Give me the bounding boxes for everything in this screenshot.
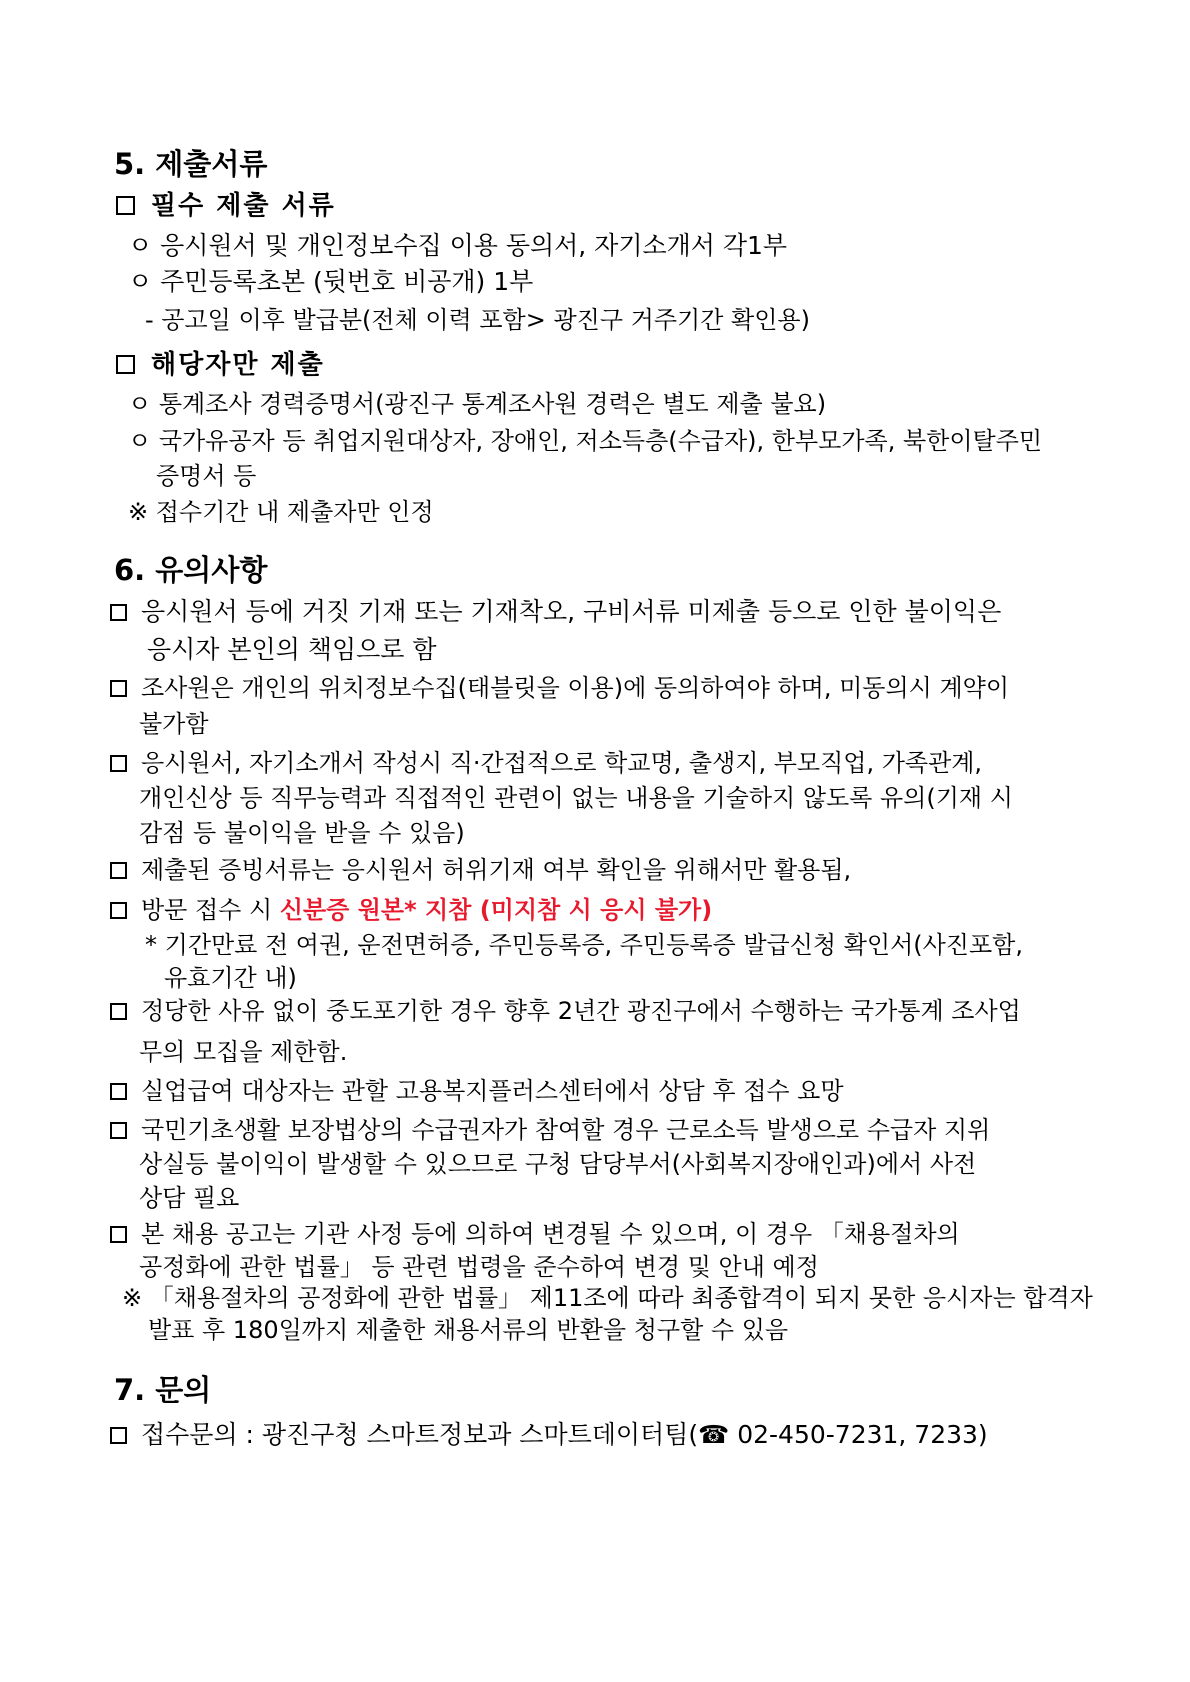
- notice-note-cont: 발표 후 180일까지 제출한 채용서류의 반환을 청구할 수 있음: [148, 1316, 789, 1344]
- notice-item: 실업급여 대상자는 관할 고용복지플러스센터에서 상담 후 접수 요망: [110, 1079, 1190, 1103]
- required-docs-heading: 필수 제출 서류: [116, 193, 1190, 219]
- required-doc-subitem: - 공고일 이후 발급분(전체 이력 포함> 광진구 거주기간 확인용): [145, 306, 810, 334]
- checkbox-icon: [110, 1003, 127, 1020]
- required-doc-item: ㅇ 주민등록초본 (뒷번호 비공개) 1부: [128, 267, 534, 296]
- checkbox-icon: [110, 1427, 127, 1444]
- optional-doc-item: ㅇ 통계조사 경력증명서(광진구 통계조사원 경력은 별도 제출 불요): [128, 390, 827, 418]
- checkbox-icon: [110, 1083, 127, 1100]
- checkbox-icon: [110, 680, 127, 697]
- notice-item: 본 채용 공고는 기관 사정 등에 의하여 변경될 수 있으며, 이 경우 「채용절차의: [110, 1222, 1190, 1246]
- notice-item: 응시원서, 자기소개서 작성시 직·간접적으로 학교명, 출생지, 부모직업, 가족관계,: [110, 751, 1190, 775]
- section-6-title: 6. 유의사항: [114, 553, 268, 587]
- notice-note: ※ 「채용절차의 공정화에 관한 법률」 제11조에 따라 최종합격이 되지 못한 응시자는 합격자: [122, 1284, 1093, 1312]
- notice-subitem: * 기간만료 전 여권, 운전면허증, 주민등록증, 주민등록증 발급신청 확인서(사진포함,: [145, 931, 1023, 959]
- section-7-title: 7. 문의: [114, 1373, 212, 1407]
- optional-doc-item: ㅇ 국가유공자 등 취업지원대상자, 장애인, 저소득층(수급자), 한부모가족, 북한이탈주민: [128, 427, 1043, 455]
- notice-item: 응시원서 등에 거짓 기재 또는 기재착오, 구비서류 미제출 등으로 인한 불이익은: [110, 599, 1190, 624]
- checkbox-icon: [116, 355, 135, 374]
- notice-item: 조사원은 개인의 위치정보수집(태블릿을 이용)에 동의하여야 하며, 미동의시 계약이: [110, 676, 1190, 700]
- phone-icon: ☎: [698, 1420, 730, 1449]
- checkbox-icon: [110, 1226, 127, 1243]
- checkbox-icon: [110, 604, 127, 621]
- notice-item: 정당한 사유 없이 중도포기한 경우 향후 2년간 광진구에서 수행하는 국가통계 조사업: [110, 999, 1190, 1023]
- notice-item: 국민기초생활 보장법상의 수급권자가 참여할 경우 근로소득 발생으로 수급자 지위: [110, 1118, 1190, 1142]
- notice-item-cont: 감점 등 불이익을 받을 수 있음): [139, 819, 465, 847]
- optional-docs-heading: 해당자만 제출: [116, 352, 1190, 378]
- notice-item-cont: 개인신상 등 직무능력과 직접적인 관련이 없는 내용을 기술하지 않도록 유의(기재 시: [139, 784, 1013, 812]
- notice-item-cont: 공정화에 관한 법률」 등 관련 법령을 준수하여 변경 및 안내 예정: [139, 1253, 819, 1281]
- checkbox-icon: [116, 196, 135, 215]
- checkbox-icon: [110, 902, 127, 919]
- notice-item-cont: 무의 모집을 제한함.: [139, 1038, 348, 1066]
- id-warning-text: 신분증 원본* 지참 (미지참 시 응시 불가): [279, 896, 713, 924]
- notice-item-cont: 불가함: [139, 710, 209, 738]
- notice-subitem-cont: 유효기간 내): [164, 964, 297, 992]
- notice-item-cont: 상담 필요: [139, 1184, 240, 1212]
- required-doc-item: ㅇ 응시원서 및 개인정보수집 이용 동의서, 자기소개서 각1부: [128, 231, 788, 260]
- section-5-title: 5. 제출서류: [114, 147, 268, 181]
- notice-item-id-required: 방문 접수 시 신분증 원본* 지참 (미지참 시 응시 불가): [110, 898, 1190, 922]
- checkbox-icon: [110, 862, 127, 879]
- notice-item-cont: 응시자 본인의 책임으로 함: [147, 635, 437, 664]
- notice-item: 제출된 증빙서류는 응시원서 허위기재 여부 확인을 위해서만 활용됨,: [110, 858, 1190, 882]
- contact-line: 접수문의 : 광진구청 스마트정보과 스마트데이터팀(☎ 02-450-7231, 7233): [110, 1422, 1190, 1447]
- checkbox-icon: [110, 755, 127, 772]
- checkbox-icon: [110, 1122, 127, 1139]
- optional-doc-item-cont: 증명서 등: [156, 462, 257, 490]
- notice-item-cont: 상실등 불이익이 발생할 수 있으므로 구청 담당부서(사회복지장애인과)에서 사전: [139, 1150, 977, 1178]
- optional-doc-note: ※ 접수기간 내 제출자만 인정: [128, 498, 434, 526]
